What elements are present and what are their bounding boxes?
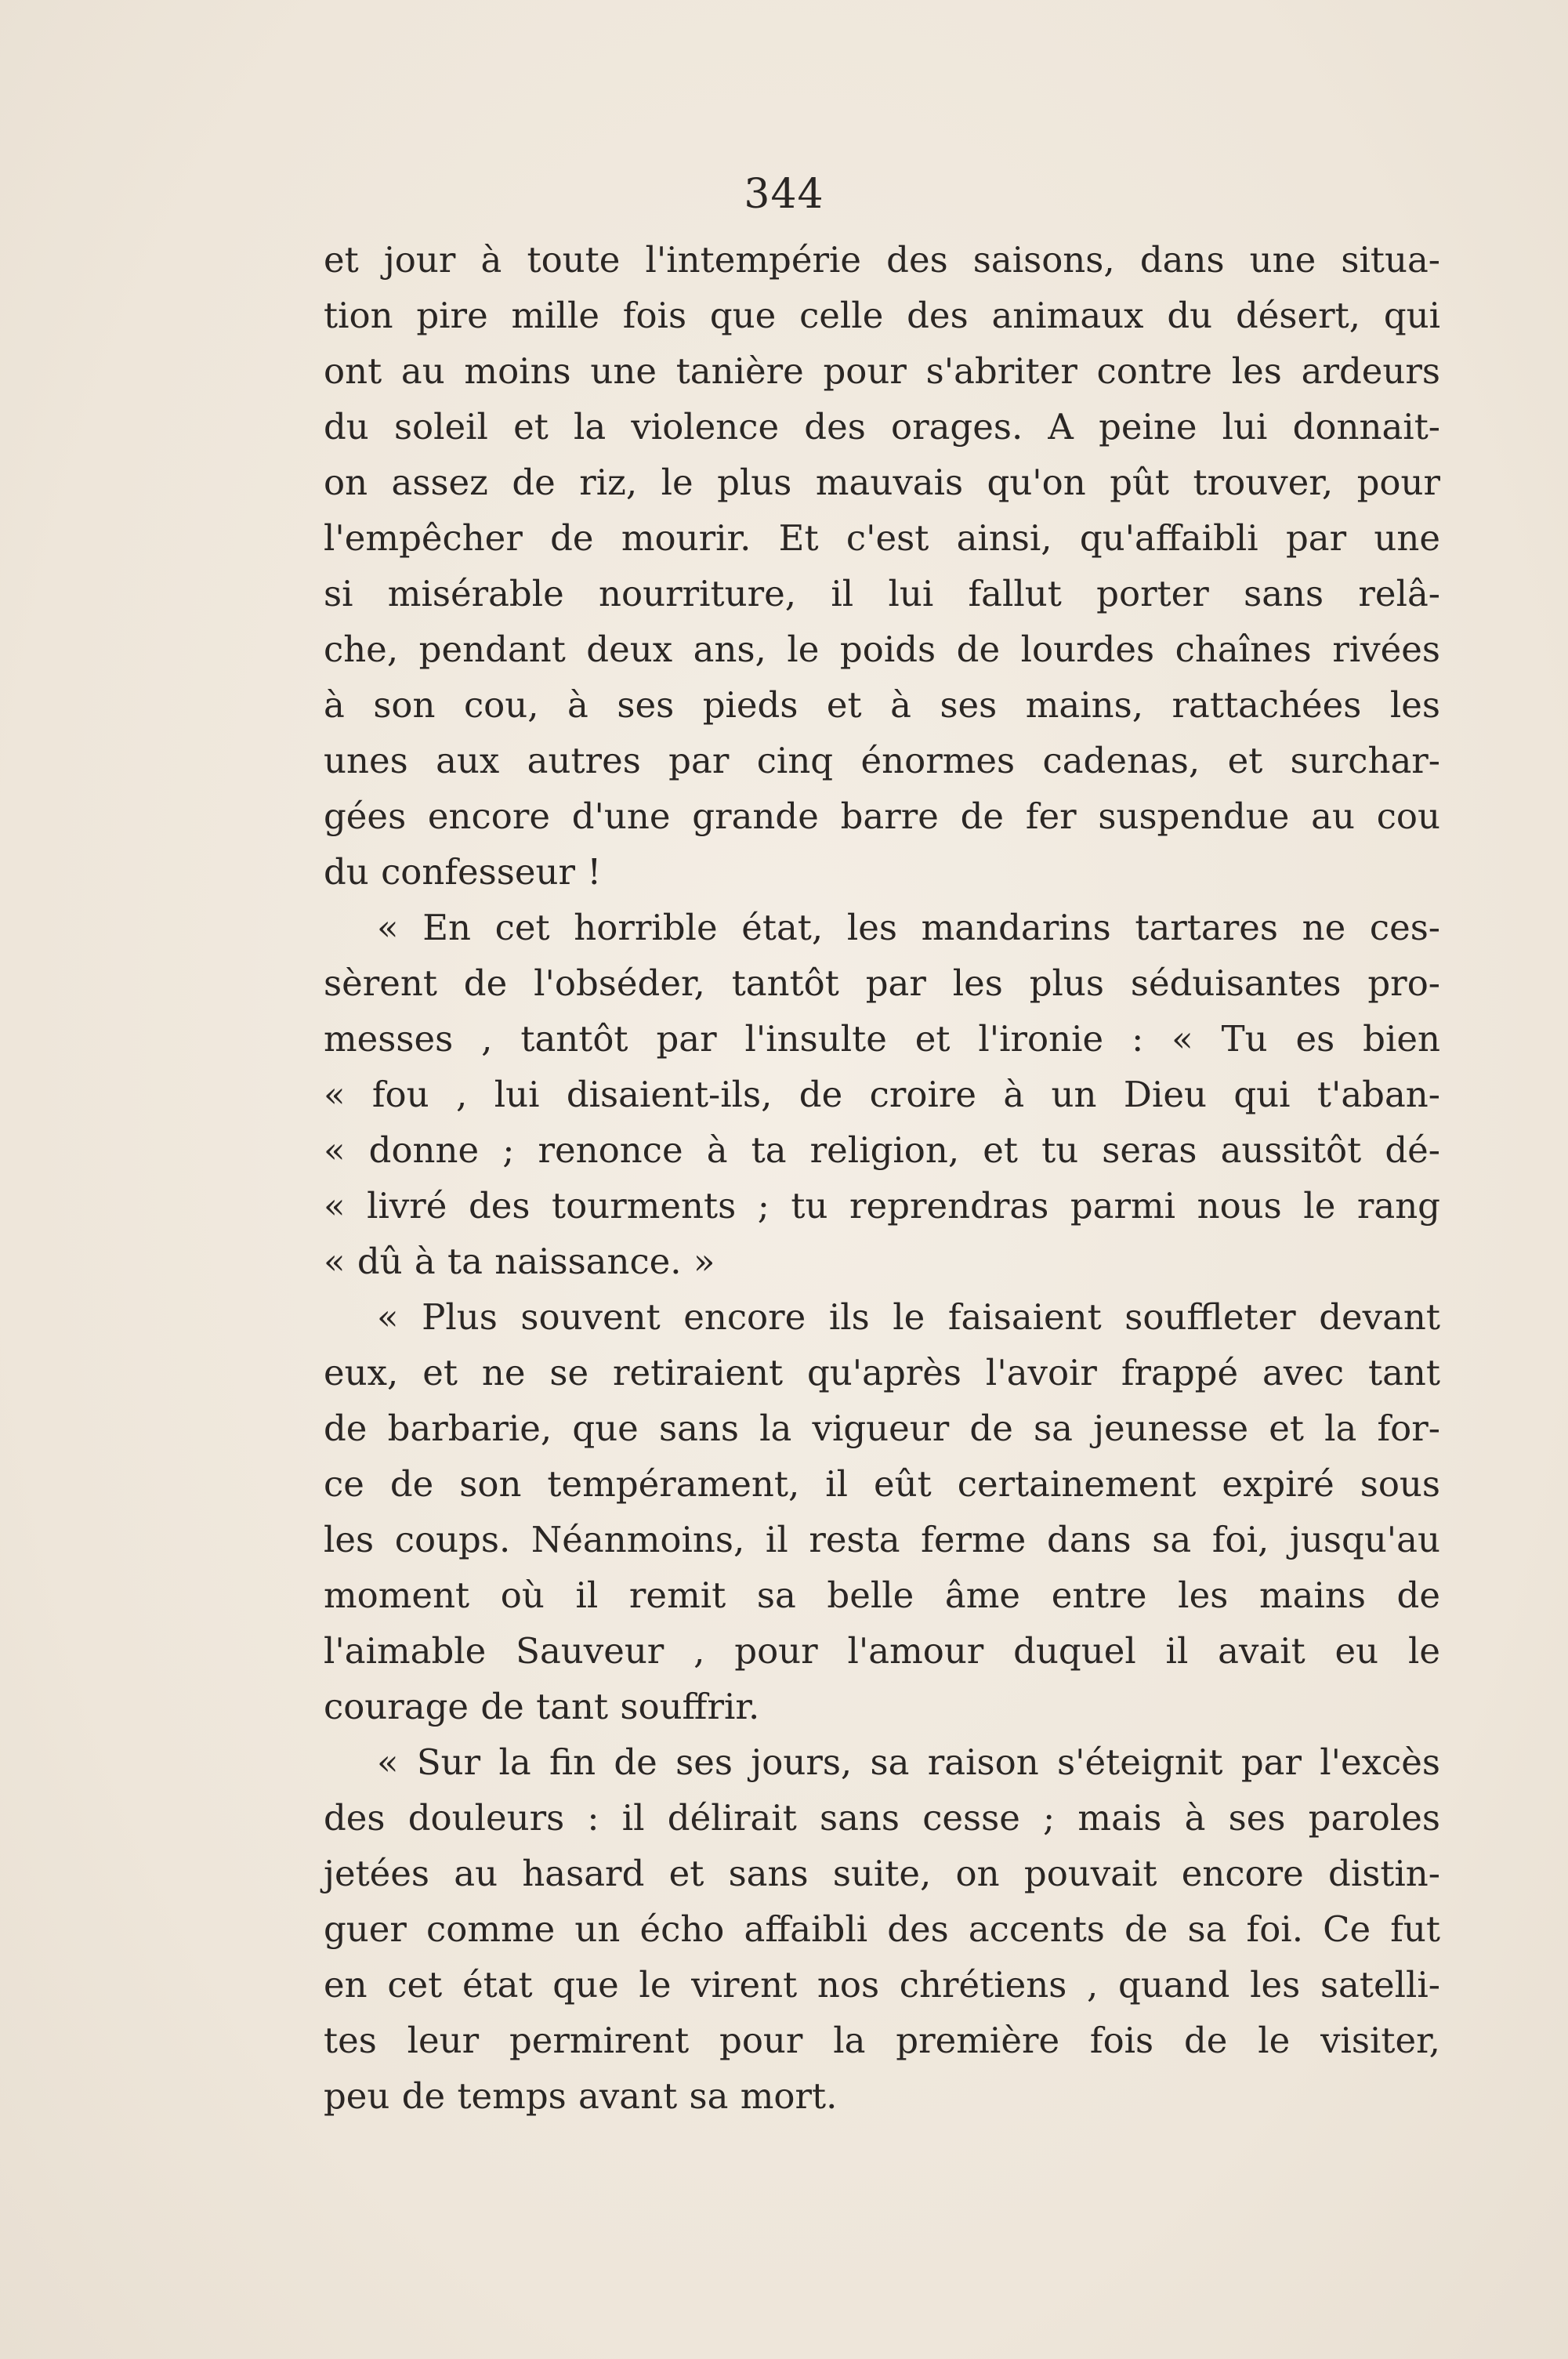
- text-line: du soleil et la violence des orages. A peine lui donnait-: [324, 406, 1440, 448]
- body-text: [324, 232, 1440, 2124]
- text-line: l'empêcher de mourir. Et c'est ainsi, qu'affaibli par une: [324, 517, 1440, 559]
- text-line: « Sur la fin de ses jours, sa raison s'éteignit par l'excès: [377, 1741, 1440, 1783]
- text-line: jetées au hasard et sans suite, on pouvait encore distin-: [324, 1853, 1440, 1894]
- text-line: l'aimable Sauveur , pour l'amour duquel il avait eu le: [324, 1630, 1440, 1672]
- text-line: « En cet horrible état, les mandarins tartares ne ces-: [377, 907, 1440, 948]
- text-line: et jour à toute l'intempérie des saisons, dans une situa-: [324, 239, 1440, 281]
- text-line: sèrent de l'obséder, tantôt par les plus séduisantes pro-: [324, 962, 1440, 1004]
- text-line: courage de tant souffrir.: [324, 1686, 760, 1727]
- text-line: en cet état que le virent nos chrétiens , quand les satelli-: [324, 1964, 1440, 2006]
- text-line: unes aux autres par cinq énormes cadenas, et surchar-: [324, 740, 1440, 781]
- text-line: che, pendant deux ans, le poids de lourdes chaînes rivées: [324, 629, 1440, 670]
- text-line: guer comme un écho affaibli des accents de sa foi. Ce fut: [324, 1908, 1440, 1950]
- text-line: messes , tantôt par l'insulte et l'ironie : « Tu es bien: [324, 1018, 1440, 1060]
- text-line: tion pire mille fois que celle des animaux du désert, qui: [324, 295, 1440, 336]
- page-number: 344: [744, 171, 824, 218]
- text-line: du confesseur !: [324, 851, 602, 893]
- text-line: moment où il remit sa belle âme entre les mains de: [324, 1574, 1440, 1616]
- text-line: à son cou, à ses pieds et à ses mains, rattachées les: [324, 684, 1440, 726]
- text-line: gées encore d'une grande barre de fer suspendue au cou: [324, 795, 1440, 837]
- text-line: ce de son tempérament, il eût certainement expiré sous: [324, 1463, 1440, 1505]
- text-line: « fou , lui disaient-ils, de croire à un Dieu qui t'aban-: [324, 1074, 1440, 1115]
- text-line: peu de temps avant sa mort.: [324, 2075, 838, 2117]
- text-line: de barbarie, que sans la vigueur de sa jeunesse et la for-: [324, 1408, 1440, 1449]
- text-line: les coups. Néanmoins, il resta ferme dans sa foi, jusqu'au: [324, 1519, 1440, 1560]
- text-line: tes leur permirent pour la première fois de le visiter,: [324, 2020, 1440, 2061]
- text-line: « donne ; renonce à ta religion, et tu seras aussitôt dé-: [324, 1129, 1440, 1171]
- text-line: eux, et ne se retiraient qu'après l'avoir frappé avec tant: [324, 1352, 1440, 1393]
- text-line: « Plus souvent encore ils le faisaient souffleter devant: [377, 1296, 1440, 1338]
- text-line: des douleurs : il délirait sans cesse ; mais à ses paroles: [324, 1797, 1440, 1839]
- text-line: « livré des tourments ; tu reprendras parmi nous le rang: [324, 1185, 1440, 1227]
- text-line: on assez de riz, le plus mauvais qu'on pût trouver, pour: [324, 462, 1440, 503]
- text-line: « dû à ta naissance. »: [324, 1241, 715, 1282]
- text-line: ont au moins une tanière pour s'abriter contre les ardeurs: [324, 350, 1440, 392]
- text-line: si misérable nourriture, il lui fallut porter sans relâ-: [324, 573, 1440, 614]
